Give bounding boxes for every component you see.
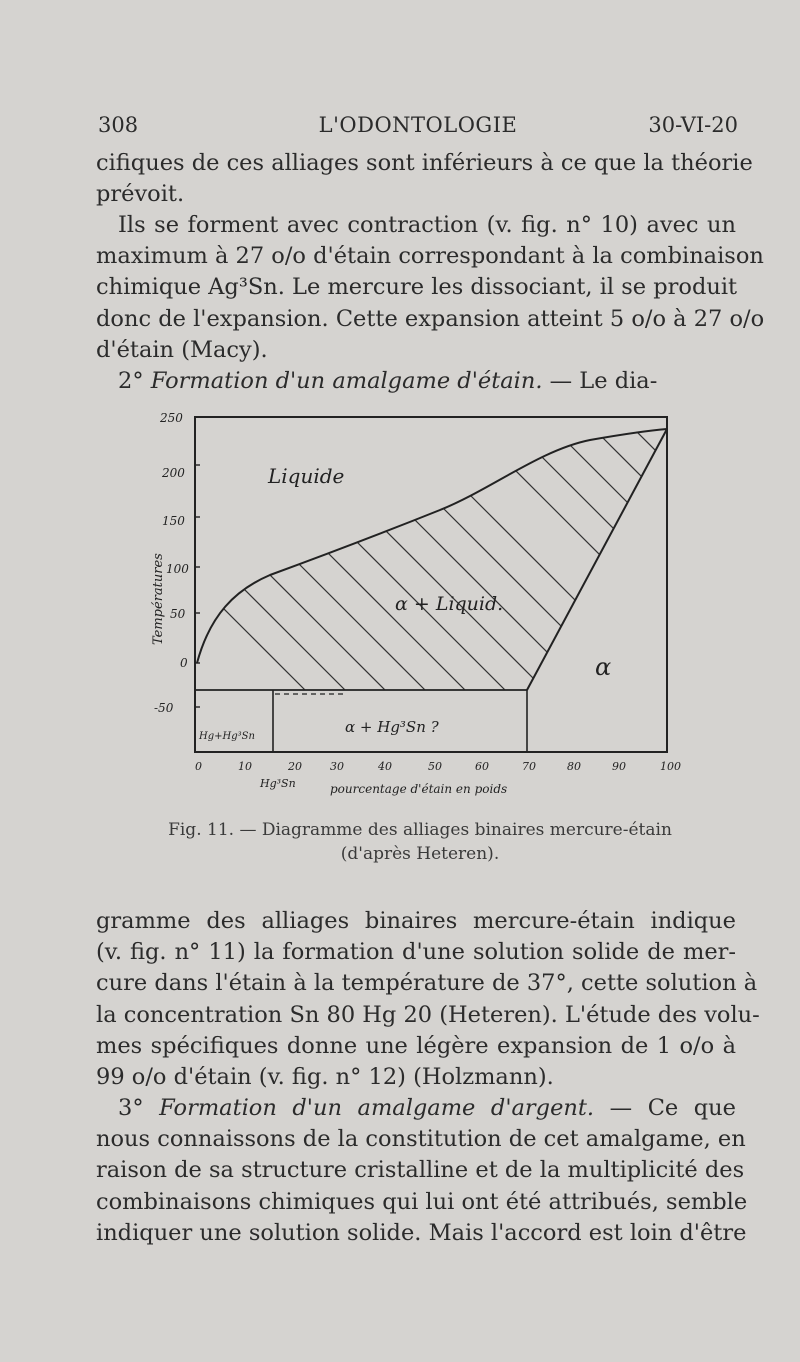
text-line: gramme des alliages binaires mercure-étain indique xyxy=(96,908,736,934)
paragraph-4 xyxy=(96,906,760,1093)
running-title: L'ODONTOLOGIE xyxy=(318,113,518,137)
y-tick-label: -50 xyxy=(154,701,174,715)
y-tick-label: 250 xyxy=(160,411,183,425)
text-line: prévoit. xyxy=(96,181,185,208)
text-line: (v. fig. n° 11) la formation d'une solution solide de mer- xyxy=(96,939,736,966)
running-header xyxy=(98,113,738,143)
paragraph-5 xyxy=(96,1093,748,1249)
section-rest: — Le dia- xyxy=(542,368,658,394)
region-liquid: Liquide xyxy=(268,464,345,488)
figure-caption xyxy=(100,818,740,866)
x-tick-label: 40 xyxy=(378,760,392,773)
text-line: combinaisons chimiques qui lui ont été attribués, semble xyxy=(96,1188,748,1215)
phase-diagram xyxy=(140,405,700,815)
section-number: 3° xyxy=(118,1095,144,1121)
text-line: cure dans l'étain à la température de 37°, cette solution à xyxy=(96,970,758,997)
text-line: mes spécifiques donne une légère expansion de 1 o/o à xyxy=(96,1032,736,1059)
hatch-pattern xyxy=(140,405,700,735)
caption-line: (d'après Heteren). xyxy=(340,844,500,864)
x-tick-label: 100 xyxy=(660,760,681,773)
text-line: cifiques de ces alliages sont inférieurs à ce que la théorie xyxy=(96,150,753,176)
text-line: d'étain (Macy). xyxy=(96,336,268,363)
x-tick-label: 60 xyxy=(475,760,489,773)
x-tick-label: 80 xyxy=(567,760,581,773)
x-tick-label: 0 xyxy=(195,760,202,773)
text-line: maximum à 27 o/o d'étain correspondant à la combinaison xyxy=(96,243,764,270)
header-date: 30-VI-20 xyxy=(648,113,738,137)
solidus-line xyxy=(527,429,667,690)
y-axis-label: Températures xyxy=(151,553,166,645)
section-title: Formation d'un amalgame d'argent. xyxy=(159,1095,595,1121)
text-line: chimique Ag³Sn. Le mercure les dissociant, il se produit xyxy=(96,274,738,301)
text-line: indiquer une solution solide. Mais l'accord est loin d'être xyxy=(96,1219,747,1246)
region-alpha-liquid: α + Liquid. xyxy=(395,593,504,615)
plot-frame xyxy=(195,417,667,752)
x-axis-label: pourcentage d'étain en poids xyxy=(330,782,508,796)
x-tick-label: 10 xyxy=(238,760,252,773)
section-number: 2° xyxy=(118,368,144,394)
text-line: raison de sa structure cristalline et de la multiplicité des xyxy=(96,1157,745,1184)
paragraph-1 xyxy=(96,148,753,210)
region-alpha: α xyxy=(595,653,612,681)
x-extra-label: Hg³Sn xyxy=(260,777,296,790)
text-line xyxy=(96,1093,736,1124)
y-tick-label: 200 xyxy=(162,466,185,480)
caption-line: Fig. 11. — Diagramme des alliages binaires mercure-étain xyxy=(168,820,672,840)
x-tick-label: 70 xyxy=(522,760,536,773)
x-tick-label: 20 xyxy=(288,760,302,773)
section-rest: — Ce que xyxy=(594,1095,736,1121)
region-alpha-hg3sn: α + Hg³Sn ? xyxy=(345,718,439,736)
y-tick-label: 150 xyxy=(162,514,185,528)
x-tick-label: 90 xyxy=(612,760,626,773)
section-heading-tin xyxy=(96,366,736,397)
text-line: donc de l'expansion. Cette expansion atteint 5 o/o à 27 o/o xyxy=(96,305,765,332)
text-line: la concentration Sn 80 Hg 20 (Heteren). L'étude des volu- xyxy=(96,1001,760,1028)
x-tick-label: 50 xyxy=(428,760,442,773)
y-tick-label: 0 xyxy=(180,656,188,670)
text-line: nous connaissons de la constitution de cet amalgame, en xyxy=(96,1126,746,1153)
text-line: 99 o/o d'étain (v. fig. n° 12) (Holzmann). xyxy=(96,1064,554,1091)
y-tick-label: 100 xyxy=(166,562,189,576)
region-hg-hg3sn: Hg+Hg³Sn xyxy=(199,731,255,742)
x-tick-label: 30 xyxy=(330,760,344,773)
paragraph-2 xyxy=(96,210,765,366)
text-line: Ils se forment avec contraction (v. fig. n° 10) avec un xyxy=(118,212,736,238)
text-line xyxy=(96,366,736,397)
section-title: Formation d'un amalgame d'étain. xyxy=(150,368,543,394)
y-tick-label: 50 xyxy=(170,607,186,621)
page-number: 308 xyxy=(98,113,139,137)
